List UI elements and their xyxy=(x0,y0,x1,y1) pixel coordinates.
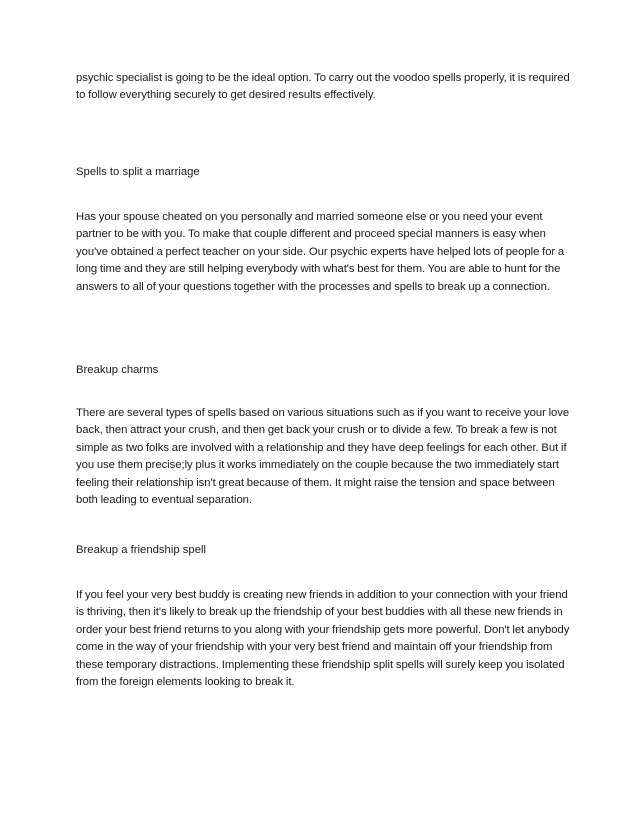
section-heading-breakup-charms: Breakup charms xyxy=(76,364,159,376)
section-heading-split-marriage: Spells to split a marriage xyxy=(76,166,200,178)
intro-paragraph: psychic specialist is going to be the ideal option. To carry out the voodoo spells properly, it is required to follow everything securely to get desired results effectively. xyxy=(76,72,570,102)
section-body-split-marriage: Has your spouse cheated on you personally and married someone else or you need your event partner to be with you. To make that couple different and proceed special manners is easy when you've obtained a perfect teacher on your side. Our psychic experts have helped lots of people for a long time and they are still helping everybody with what's best for them. You are able to hunt for the answers to all of your questions together with the processes and spells to break up a connection. xyxy=(76,211,565,293)
section-body-friendship-spell: If you feel your very best buddy is creating new friends in addition to your connection with your friend is thriving, then it's likely to break up the friendship of your best buddies with all these new friends in order your best friend returns to you along with your friendship gets more powerful. Don't let anybody come in the way of your friendship with your very best friend and maintain off your friendship from these temporary distractions. Implementing these friendship split spells will surely keep you isolated from the foreign elements looking to break it. xyxy=(76,589,570,689)
section-body-breakup-charms: There are several types of spells based on various situations such as if you want to receive your love back, then attract your crush, and then get back your crush or to divide a few. To break a few is not simple as two folks are involved with a relationship and they have deep feelings for each other. But if you use them precise;ly plus it works immediately on the couple because the two immediately start feeling their relationship isn't great because of them. It might raise the tension and space between both leading to eventual separation. xyxy=(76,407,570,507)
section-heading-friendship-spell: Breakup a friendship spell xyxy=(76,544,206,556)
